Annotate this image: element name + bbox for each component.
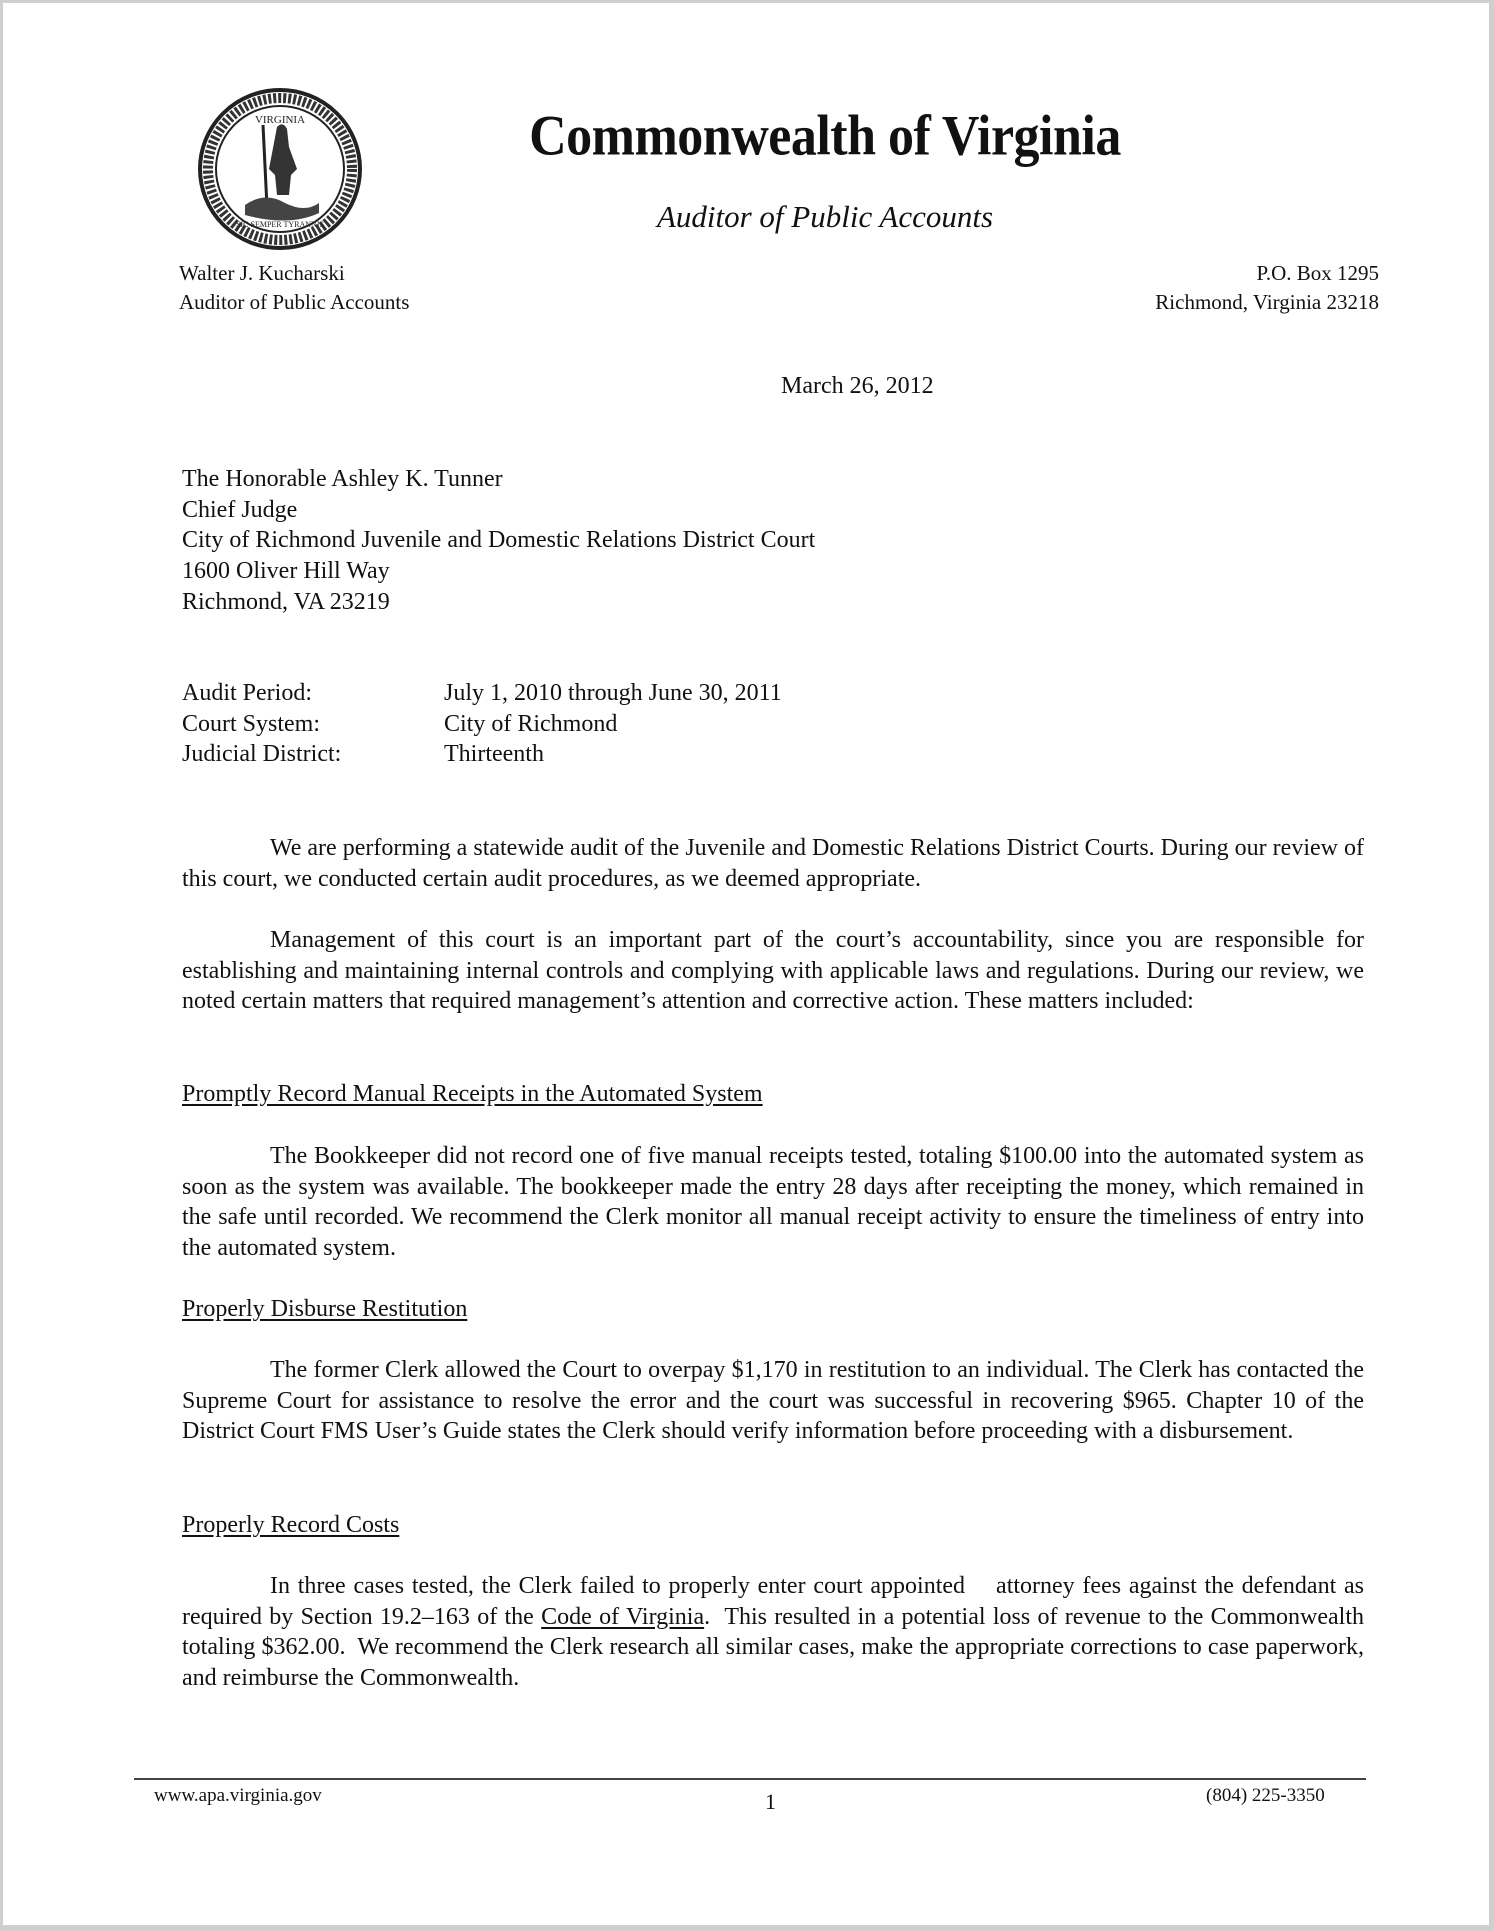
svg-text:VIRGINIA: VIRGINIA [254,114,306,126]
section-heading-manual-receipts: Promptly Record Manual Receipts in the Automated System [182,1081,763,1107]
section-text-manual-receipts: The Bookkeeper did not record one of five manual receipts tested, totaling $100.00 into the automated system as soon as the system was available. The bookkeeper made the entry 28 days after receipting the money, which remained in the safe until recorded. We recommend the Clerk monitor all manual receipt activity to ensure the timeliness of entry into the automated system. [182,1143,1364,1262]
detail-row: Court System: City of Richmond [182,710,618,737]
management-paragraph: Management of this court is an important part of the court’s accountability, since you are responsible for establishing and maintaining internal controls and complying with applicable laws and regulations. During our review, we noted certain matters that required management’s attention and corrective action. These matters included: [182,927,1364,1015]
section-heading-record-costs: Properly Record Costs [182,1512,400,1538]
recipient-line: Richmond, VA 23219 [182,588,390,615]
detail-row: Judicial District: Thirteenth [182,741,544,768]
intro-paragraph: We are performing a statewide audit of the Juvenile and Domestic Relations District Courts. During our review of this court, we conducted certain audit procedures, as we deemed appropriate. [182,835,1364,892]
recipient-line: Chief Judge [182,496,298,523]
recipient-address [182,464,815,618]
footer-website: www.apa.virginia.gov [154,1785,322,1806]
office-po-box: P.O. Box 1295 [1256,261,1379,285]
letterhead-subtitle: Auditor of Public Accounts [656,199,994,234]
sender-name: Walter J. Kucharski [179,261,345,285]
office-address-block [1155,259,1379,317]
section-text-restitution: The former Clerk allowed the Court to overpay $1,170 in restitution to an individual. The Clerk has contacted the Supreme Court for assistance to resolve the error and the court was successful in recovering $965. Chapter 10 of the District Court FMS User’s Guide states the Clerk should verify information before proceeding with a disbursement. [182,1357,1364,1445]
audit-details [182,678,782,770]
recipient-line: The Honorable Ashley K. Tunner [182,466,503,492]
footer-divider [134,1778,1366,1780]
letter-date: March 26, 2012 [781,373,934,399]
svg-text:SIC SEMPER TYRANNIS: SIC SEMPER TYRANNIS [236,220,324,229]
footer-page-number: 1 [765,1789,776,1814]
letterhead-title: Commonwealth of Virginia [529,105,1121,168]
recipient-line: 1600 Oliver Hill Way [182,558,390,585]
detail-row: Audit Period: July 1, 2010 through June 30, 2011 [182,680,782,706]
sender-title: Auditor of Public Accounts [179,290,410,314]
code-of-virginia-reference: Code of Virginia [541,1603,705,1630]
document-page [3,3,1489,1925]
footer-phone: (804) 225-3350 [1206,1785,1325,1806]
sender-block [179,259,409,317]
office-city: Richmond, Virginia 23218 [1155,290,1379,314]
section-heading-restitution: Properly Disburse Restitution [182,1296,468,1322]
recipient-line: City of Richmond Juvenile and Domestic Relations District Court [182,527,816,554]
section-text-record-costs: In three cases tested, the Clerk failed to properly enter court appointed attorney fees against the defendant as required by Section 19.2–163 of the Code of Virginia. This resulted in a potential loss of revenue to the Commonwealth totaling $362.00. We recommend the Clerk research all similar cases, make the appropriate corrections to case paperwork, and reimburse the Commonwealth. [182,1573,1371,1692]
